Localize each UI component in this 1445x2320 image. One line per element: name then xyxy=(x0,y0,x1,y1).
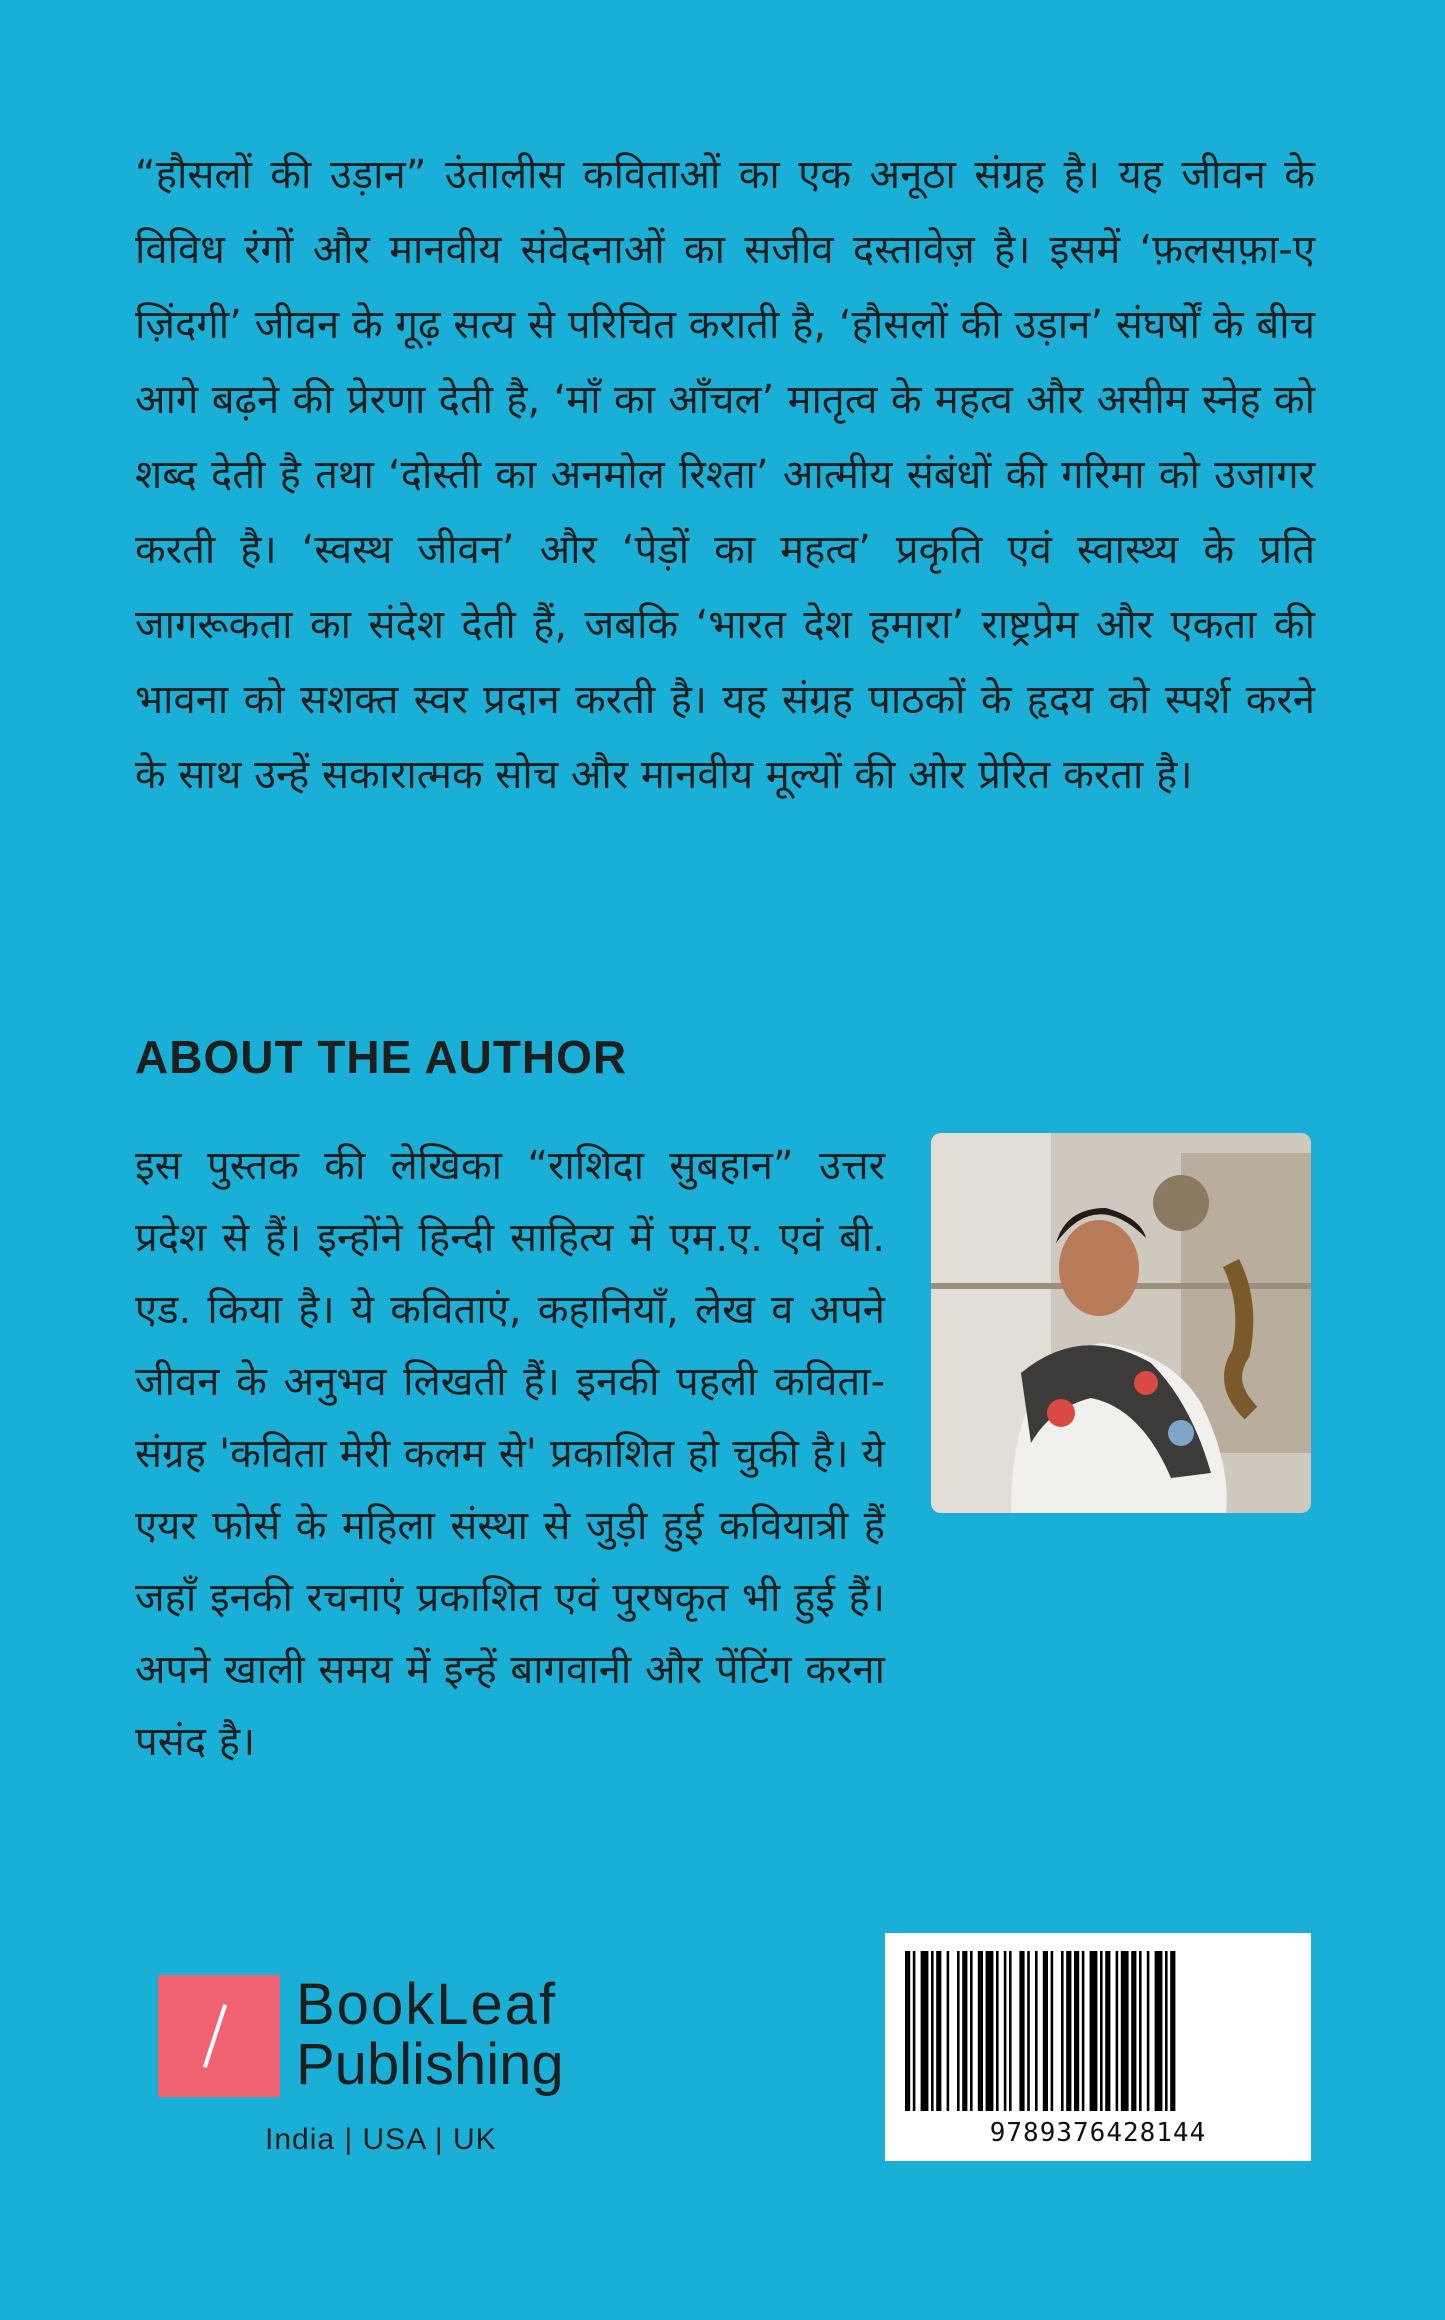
author-photo xyxy=(931,1133,1311,1513)
publisher-name-line1: BookLeaf xyxy=(296,1972,558,2037)
publisher-logo xyxy=(158,1972,608,2145)
publisher-regions: India | USA | UK xyxy=(265,2123,497,2156)
leaf-logo-icon xyxy=(158,1975,280,2097)
book-blurb: “हौसलों की उड़ान” उंतालीस कविताओं का एक अनूठा संग्रह है। यह जीवन के विविध रंगों और मानवीय संवेदनाओं का सजीव दस्तावेज़ है। इसमें ‘फ़लसफ़ा-ए ज़िंदगी’ जीवन के गूढ़ सत्य से परिचित कराती है, ‘हौसलों की उड़ान’ संघर्षों के बीच आगे बढ़ने की प्रेरणा देती है, ‘माँ का आँचल’ मातृत्व के महत्व और असीम स्नेह को शब्द देती है तथा ‘दोस्ती का अनमोल रिश्ता’ आत्मीय संबंधों की गरिमा को उजागर करती है। ‘स्वस्थ जीवन’ और ‘पेड़ों का महत्व’ प्रकृति एवं स्वास्थ्य के प्रति जागरूकता का संदेश देती हैं, जबकि ‘भारत देश हमारा’ राष्ट्रप्रेम और एकता की भावना को सशक्त स्वर प्रदान करती है। यह संग्रह पाठकों के हृदय को स्पर्श करने के साथ उन्हें सकारात्मक सोच और मानवीय मूल्यों की ओर प्रेरित करता है। xyxy=(135,152,1315,798)
publisher-name-line2: Publishing xyxy=(296,2032,564,2097)
isbn-barcode xyxy=(885,1933,1311,2161)
author-bio: इस पुस्तक की लेखिका “राशिदा सुबहान” उत्तर प्रदेश से हैं। इन्होंने हिन्दी साहित्य में एम.ए. एवं बी. एड. किया है। ये कविताएं, कहानियाँ, लेख व अपने जीवन के अनुभव लिखती हैं। इनकी पहली कविता-संग्रह 'कविता मेरी कलम से' प्रकाशित हो चुकी है। ये एयर फोर्स के महिला संस्था से जुड़ी हुई कवियात्री हैं जहाँ इनकी रचनाएं प्रकाशित एवं पुरषकृत भी हुई हैं। अपने खाली समय में इन्हें बागवानी और पेंटिंग करना पसंद है। xyxy=(135,1143,885,1765)
about-author-heading: ABOUT THE AUTHOR xyxy=(135,1031,628,1083)
isbn-number: 9789376428144 xyxy=(989,2118,1207,2148)
barcode-bars-icon xyxy=(903,1951,1293,2111)
